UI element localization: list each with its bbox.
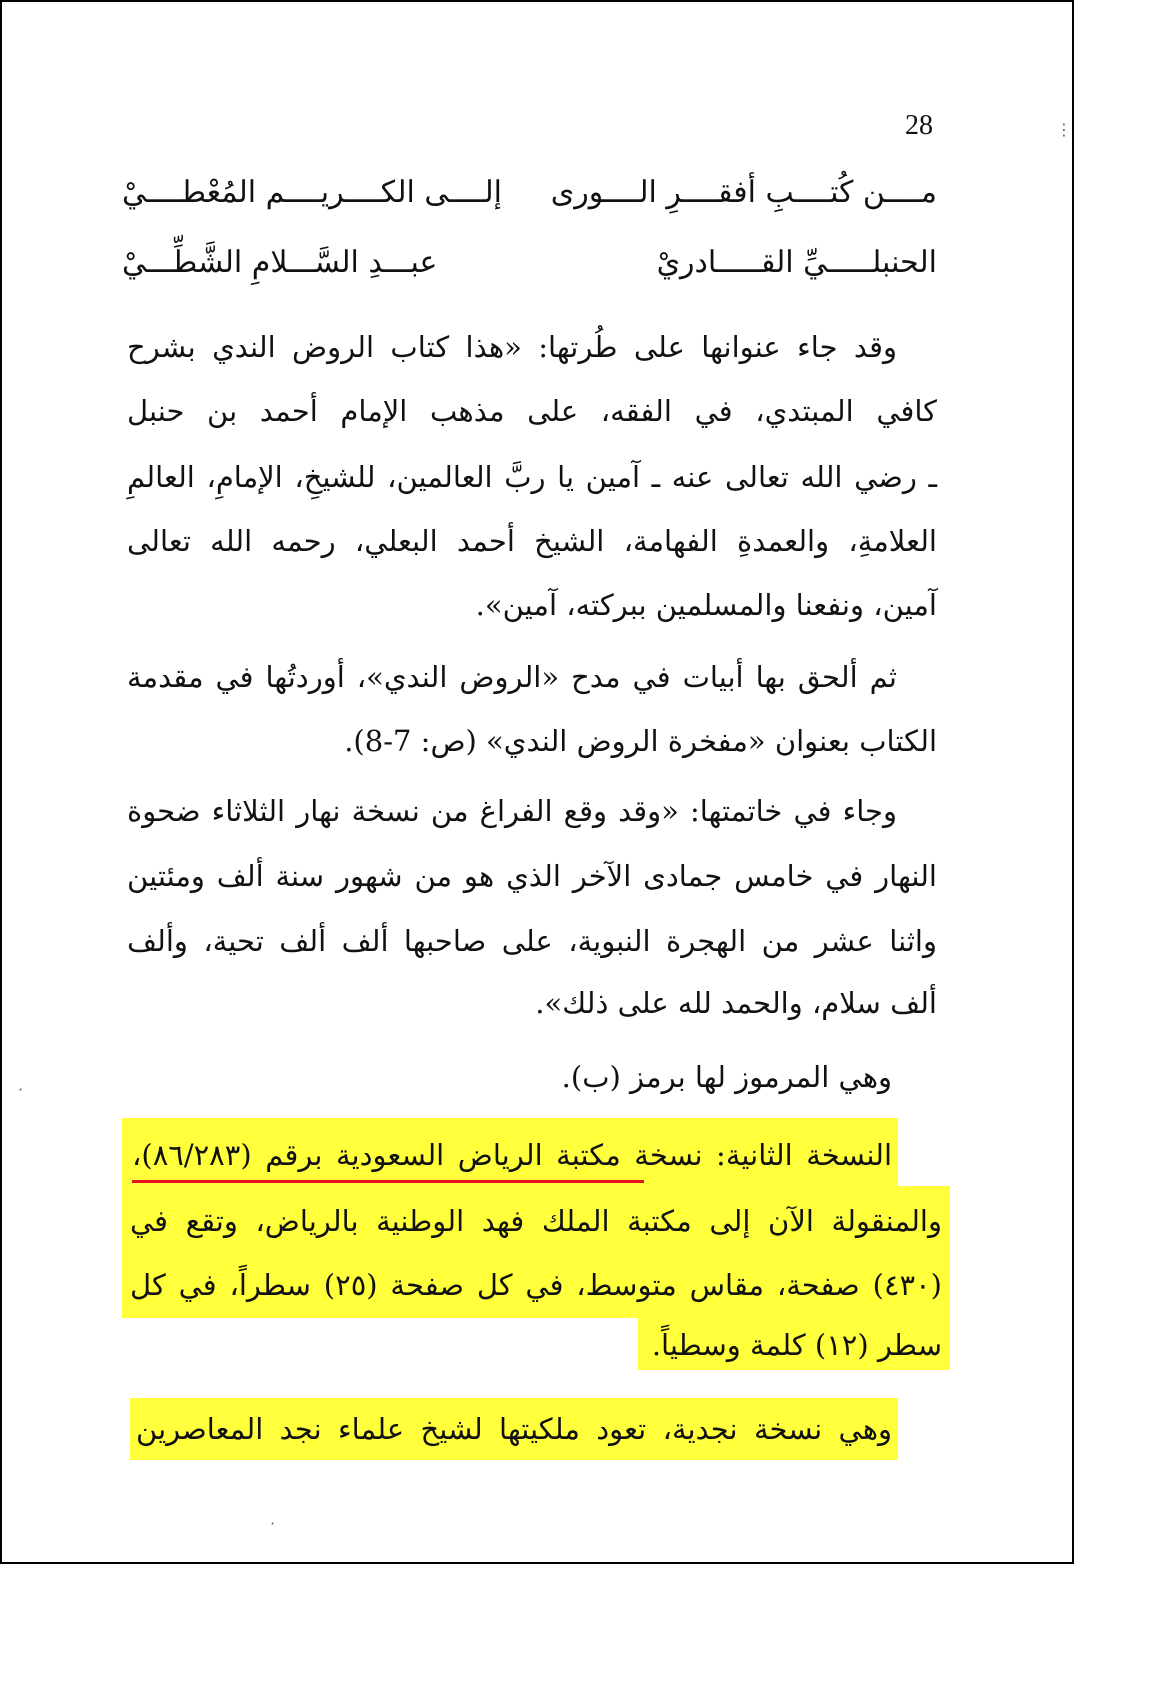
verse-first-hemistich: مــــن كُتــــبِ أفقــــرِ الــــورى bbox=[550, 174, 937, 210]
text-line: سطر (١٢) كلمة وسطياً. bbox=[651, 1328, 942, 1362]
verse-second-hemistich: إلــــى الكــــريــــم المُعْطــــيْ bbox=[122, 174, 502, 210]
verse-second-hemistich: عبـــدِ السَّـــلامِ الشَّطِّـــيْ bbox=[122, 244, 438, 280]
text-line: وقد جاء عنوانها على طُرتها: «هذا كتاب الروض الندي بشرح bbox=[127, 330, 897, 364]
text-line: والمنقولة الآن إلى مكتبة الملك فهد الوطنية بالرياض، وتقع في bbox=[130, 1204, 942, 1238]
text-line: النهار في خامس جمادى الآخر الذي هو من شهور سنة ألف ومئتين bbox=[127, 859, 937, 893]
page-number: 28 bbox=[905, 110, 933, 141]
text-line: كافي المبتدي، في الفقه، على مذهب الإمام أحمد بن حنبل bbox=[127, 394, 937, 428]
red-underline bbox=[132, 1180, 644, 1183]
text-line: وجاء في خاتمتها: «وقد وقع الفراغ من نسخة نهار الثلاثاء ضحوة bbox=[127, 794, 897, 828]
text-line: آمين، ونفعنا والمسلمين ببركته، آمين». bbox=[475, 588, 937, 622]
text-line: الكتاب بعنوان «مفخرة الروض الندي» (ص: 7-8). bbox=[344, 724, 937, 758]
margin-mark: ⋮ bbox=[1056, 120, 1072, 139]
text-line: (٤٣٠) صفحة، مقاس متوسط، في كل صفحة (٢٥) سطراً، في كل bbox=[130, 1268, 942, 1302]
text-line: ألف سلام، والحمد لله على ذلك». bbox=[535, 986, 937, 1020]
verse-first-hemistich: الحنبلـــــيِّ القـــــادريْ bbox=[656, 244, 937, 280]
text-line: ثم ألحق بها أبيات في مدح «الروض الندي»، أوردتُها في مقدمة bbox=[127, 660, 897, 694]
margin-mark: · bbox=[18, 1080, 24, 1099]
text-line: ـ رضي الله تعالى عنه ـ آمين يا ربَّ العالمين، للشيخِ، الإمامِ، العالمِ bbox=[127, 460, 937, 494]
text-line: العلامةِ، والعمدةِ الفهامة، الشيخ أحمد البعلي، رحمه الله تعالى bbox=[127, 524, 937, 558]
text-line: النسخة الثانية: نسخة مكتبة الرياض السعودية برقم (٨٦/٢٨٣)، bbox=[132, 1138, 892, 1172]
text-line: وهي نسخة نجدية، تعود ملكيتها لشيخ علماء نجد المعاصرين bbox=[136, 1412, 892, 1446]
text-line: وهي المرموز لها برمز (ب). bbox=[561, 1060, 892, 1094]
verse-line bbox=[122, 237, 937, 287]
text-line: واثنا عشر من الهجرة النبوية، على صاحبها ألف ألف تحية، وألف bbox=[127, 924, 937, 958]
margin-mark: · bbox=[270, 1514, 276, 1533]
verse-line bbox=[122, 167, 937, 217]
